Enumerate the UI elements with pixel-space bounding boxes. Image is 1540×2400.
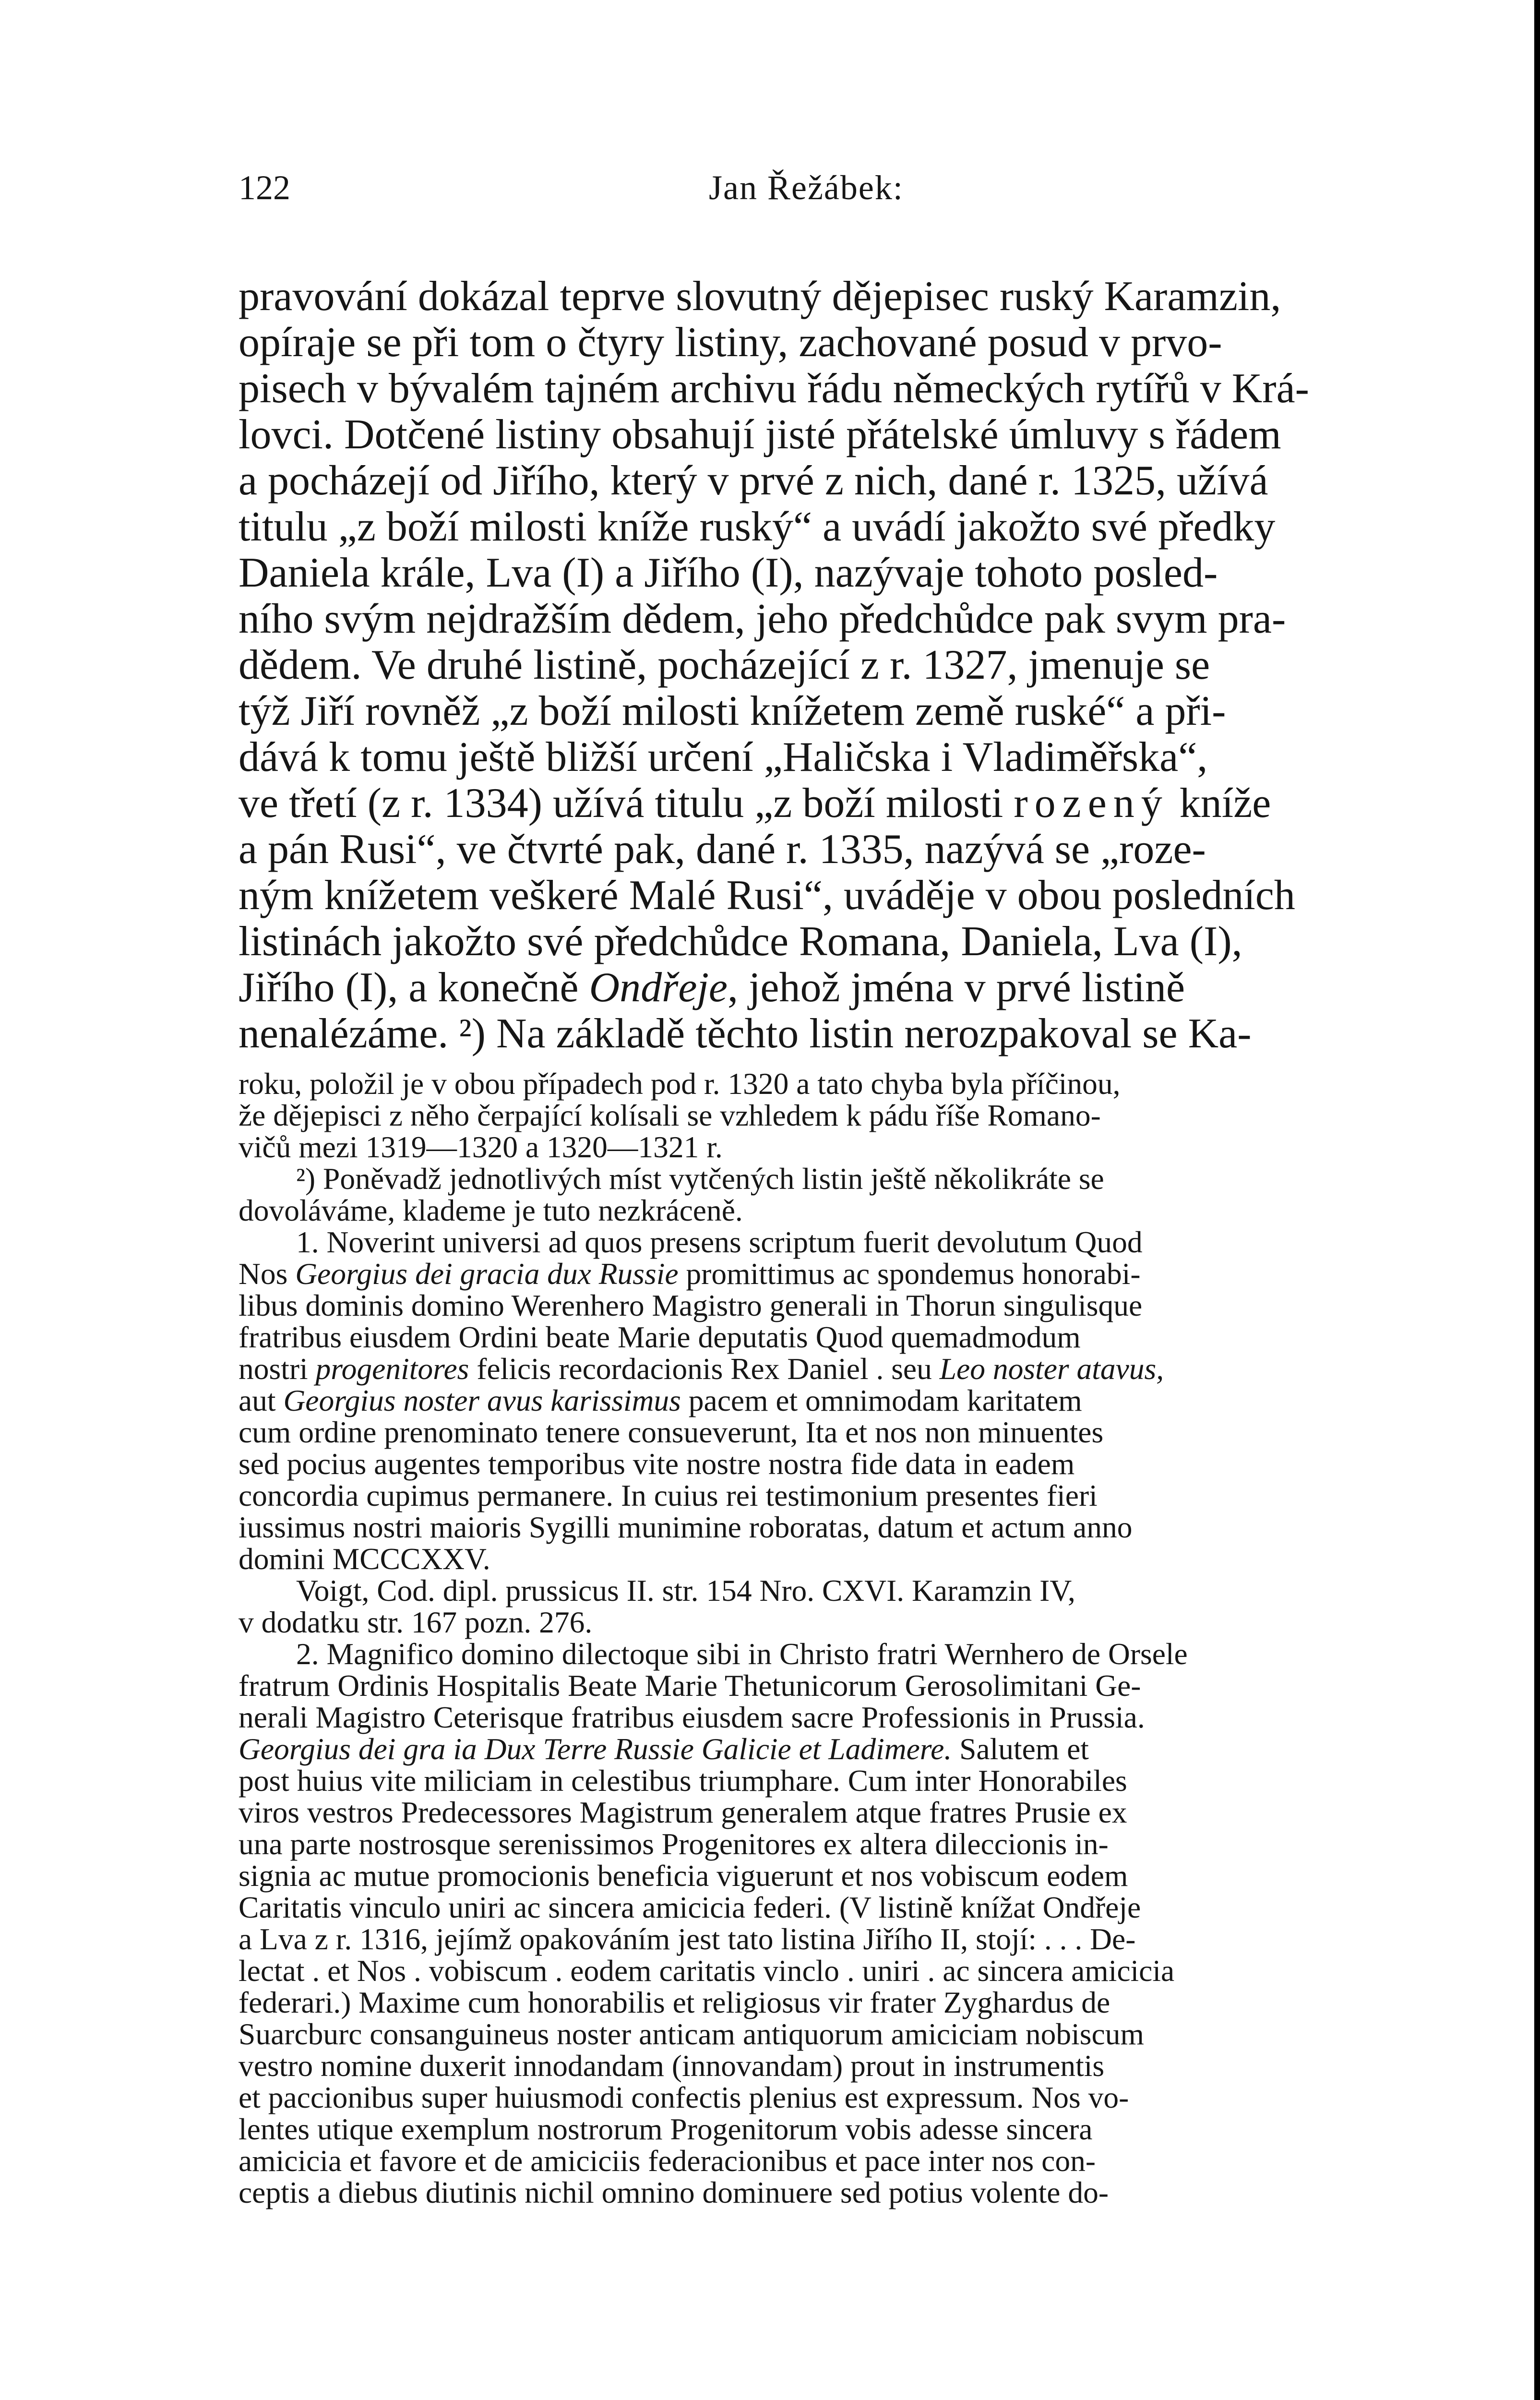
main-text-line: listinách jakožto své předchůdce Romana, Daniela, Lva (I),: [239, 918, 1242, 965]
main-text-line: nenalézáme. ²) Na základě těchto listin nerozpakoval se Ka-: [239, 1010, 1252, 1057]
main-text-line: lovci. Dotčené listiny obsahují jisté přátelské úmluvy s řádem: [239, 411, 1281, 458]
footnote-text: pacem et omnimodam karitatem: [680, 1383, 1082, 1417]
footnote-text: federari.) Maxime cum honorabilis et religiosus vir frater Zyghardus de: [239, 1985, 1110, 2019]
footnote-line: [239, 1512, 1395, 1543]
footnote-text: amicicia et favore et de amiciciis federacionibus et pace inter nos con-: [239, 2144, 1096, 2178]
main-text-line: pravování dokázal teprve slovutný dějepisec ruský Karamzin,: [239, 273, 1281, 320]
footnote-text: viros vestros Predecessores Magistrum generalem atque fratres Prusie ex: [239, 1795, 1127, 1829]
footnote-line: [239, 2113, 1395, 2145]
footnote-text: 1. Noverint universi ad quos presens scriptum fuerit devolutum Quod: [296, 1225, 1143, 1259]
main-text-line: dává k tomu ještě bližší určení „Haličska i Vladiměřska“,: [239, 734, 1208, 780]
footnote-text: v dodatku str. 167 pozn. 276.: [239, 1605, 593, 1639]
footnote-line: [239, 1955, 1395, 1987]
footnote-text: concordia cupimus permanere. In cuius rei testimonium presentes fieri: [239, 1478, 1098, 1512]
footnote-line: [239, 1607, 1395, 1638]
page-edge-right: [1534, 0, 1540, 2400]
footnote-text: roku, položil je v obou případech pod r. 1320 a tato chyba byla příčinou,: [239, 1067, 1121, 1101]
footnote-line: [239, 1068, 1395, 1100]
footnote-line: [239, 1163, 1395, 1195]
footnote-line: [239, 1797, 1395, 1828]
footnote-text: iussimus nostri maioris Sygilli munimine roboratas, datum et actum anno: [239, 1510, 1133, 1544]
page-header: [239, 168, 1395, 226]
footnote-text: domini MCCCXXV.: [239, 1542, 490, 1576]
footnote-text: Nos: [239, 1257, 296, 1291]
footnote-text: cum ordine prenominato tenere consueverunt, Ita et nos non minuentes: [239, 1415, 1104, 1449]
main-text-line: a pán Rusi“, ve čtvrté pak, dané r. 1335, nazývá se „roze-: [239, 826, 1206, 873]
footnote-text: ²) Poněvadž jednotlivých míst vytčených listin ještě několikráte se: [296, 1162, 1104, 1196]
footnote-italic: Georgius dei gracia dux Russie: [295, 1257, 679, 1291]
footnote-line: [239, 1733, 1395, 1765]
footnote-text: Voigt, Cod. dipl. prussicus II. str. 154 Nro. CXVI. Karamzin IV,: [296, 1573, 1075, 1608]
footnote-text: aut: [239, 1383, 284, 1417]
footnote-italic: Leo noster atavus,: [939, 1352, 1164, 1386]
footnote-line: [239, 2018, 1395, 2050]
footnote-text: fratrum Ordinis Hospitalis Beate Marie Thetunicorum Gerosolimitani Ge-: [239, 1668, 1141, 1703]
footnote-text: vičů mezi 1319—1320 a 1320—1321 r.: [239, 1130, 723, 1164]
footnote-line: [239, 1226, 1395, 1258]
main-text-line: Daniela krále, Lva (I) a Jiřího (I), nazývaje tohoto posled-: [239, 550, 1218, 596]
main-text-line: ního svým nejdražším dědem, jeho předchůdce pak svym pra-: [239, 596, 1286, 642]
footnote-line: [239, 1670, 1395, 1702]
footnote-line: [239, 1353, 1395, 1385]
main-text-line: dědem. Ve druhé listině, pocházející z r. 1327, jmenuje se: [239, 642, 1210, 688]
footnote-line: [239, 1860, 1395, 1892]
footnote-line: [239, 1480, 1395, 1512]
footnote-line: [239, 1543, 1395, 1575]
footnote-text: et paccionibus super huiusmodi confectis plenius est expressum. Nos vo-: [239, 2080, 1129, 2114]
footnote-line: [239, 1923, 1395, 1955]
footnote-line: [239, 2145, 1395, 2177]
footnote-line: [239, 1416, 1395, 1448]
footnote-line: [239, 2050, 1395, 2082]
footnote-text: libus dominis domino Werenhero Magistro generali in Thorun singulisque: [239, 1288, 1143, 1322]
footnote-line: [239, 1702, 1395, 1733]
italic-name: Ondřeje: [589, 964, 728, 1011]
footnote-line: [239, 1448, 1395, 1480]
footnote-line: [239, 2082, 1395, 2113]
footnote-text: ceptis a diebus diutinis nichil omnino dominuere sed potius volente do-: [239, 2175, 1109, 2209]
main-text-line: Jiřího (I), a konečně Ondřeje, jehož jména v prvé listině: [239, 964, 1185, 1011]
footnote-line: [239, 1892, 1395, 1923]
footnote-line: [239, 2177, 1395, 2208]
footnote-text: Salutem et: [952, 1732, 1089, 1766]
footnote-line: [239, 1131, 1395, 1163]
footnote-line: [239, 1100, 1395, 1131]
footnote-text: že dějepisci z něho čerpající kolísali se vzhledem k pádu říše Romano-: [239, 1098, 1101, 1132]
footnote-line: [239, 1385, 1395, 1416]
footnote-text: sed pocius augentes temporibus vite nostre nostra fide data in eadem: [239, 1447, 1075, 1481]
main-text-line: opíraje se při tom o čtyry listiny, zachované posud v prvo-: [239, 319, 1222, 366]
footnote-text: lentes utique exemplum nostrorum Progenitorum vobis adesse sincera: [239, 2112, 1093, 2146]
main-text-line: a pocházejí od Jiřího, který v prvé z nich, dané r. 1325, užívá: [239, 457, 1268, 504]
footnote-line: [239, 1987, 1395, 2018]
footnote-text: lectat . et Nos . vobiscum . eodem caritatis vinclo . uniri . ac sincera amicicia: [239, 1954, 1175, 1988]
footnote-line: [239, 1195, 1395, 1226]
footnote-text: Caritatis vinculo uniri ac sincera amicicia federi. (V listině knížat Ondřeje: [239, 1890, 1141, 1924]
footnote-text: nostri: [239, 1352, 316, 1386]
footnote-text: felicis recordacionis Rex Daniel . seu: [469, 1352, 940, 1386]
footnote-text: nerali Magistro Ceterisque fratribus eiusdem sacre Professionis in Prussia.: [239, 1700, 1145, 1734]
footnotes: [239, 1068, 1395, 2208]
footnote-line: [239, 1290, 1395, 1321]
footnote-line: [239, 1638, 1395, 1670]
footnote-text: una parte nostrosque serenissimos Progenitores ex altera dileccionis in-: [239, 1827, 1109, 1861]
running-head: Jan Řežábek:: [709, 168, 904, 207]
footnote-line: [239, 1765, 1395, 1797]
main-text-line: týž Jiří rovněž „z boží milosti knížetem země ruské“ a při-: [239, 688, 1226, 734]
main-text-line: ve třetí (z r. 1334) užívá titulu „z boží milosti rozený kníže: [239, 780, 1271, 827]
footnote-text: promittimus ac spondemus honorabi-: [678, 1257, 1141, 1291]
page-number: 122: [239, 168, 290, 207]
footnote-text: post huius vite miliciam in celestibus triumphare. Cum inter Honorabiles: [239, 1764, 1127, 1798]
footnote-line: [239, 1575, 1395, 1607]
footnote-text: fratribus eiusdem Ordini beate Marie deputatis Quod quemadmodum: [239, 1320, 1081, 1354]
footnote-line: [239, 1321, 1395, 1353]
footnote-italic: Georgius dei gra ia Dux Terre Russie Galicie et Ladimere.: [239, 1732, 952, 1766]
footnote-text: dovoláváme, klademe je tuto nezkráceně.: [239, 1193, 743, 1227]
main-text-line: pisech v bývalém tajném archivu řádu německých rytířů v Krá-: [239, 365, 1309, 412]
footnote-text: 2. Magnifico domino dilectoque sibi in Christo fratri Wernhero de Orsele: [296, 1637, 1188, 1671]
spaced-word: rozený: [1014, 780, 1169, 827]
footnote-text: a Lva z r. 1316, jejímž opakováním jest tato listina Jiřího II, stojí: . . . De-: [239, 1922, 1136, 1956]
footnote-text: Suarcburc consanguineus noster anticam antiquorum amiciciam nobiscum: [239, 2017, 1144, 2051]
footnote-text: signia ac mutue promocionis beneficia viguerunt et nos vobiscum eodem: [239, 1859, 1128, 1893]
footnote-italic: Georgius noster avus karissimus: [283, 1383, 681, 1417]
footnote-line: [239, 1258, 1395, 1290]
footnote-text: vestro nomine duxerit innodandam (innovandam) prout in instrumentis: [239, 2049, 1105, 2083]
main-text: [239, 274, 1395, 1057]
footnote-line: [239, 1828, 1395, 1860]
footnote-italic: progenitores: [315, 1352, 469, 1386]
main-text-line: ným knížetem veškeré Malé Rusi“, uváděje v obou posledních: [239, 872, 1295, 919]
main-text-line: titulu „z boží milosti kníže ruský“ a uvádí jakožto své předky: [239, 504, 1276, 550]
